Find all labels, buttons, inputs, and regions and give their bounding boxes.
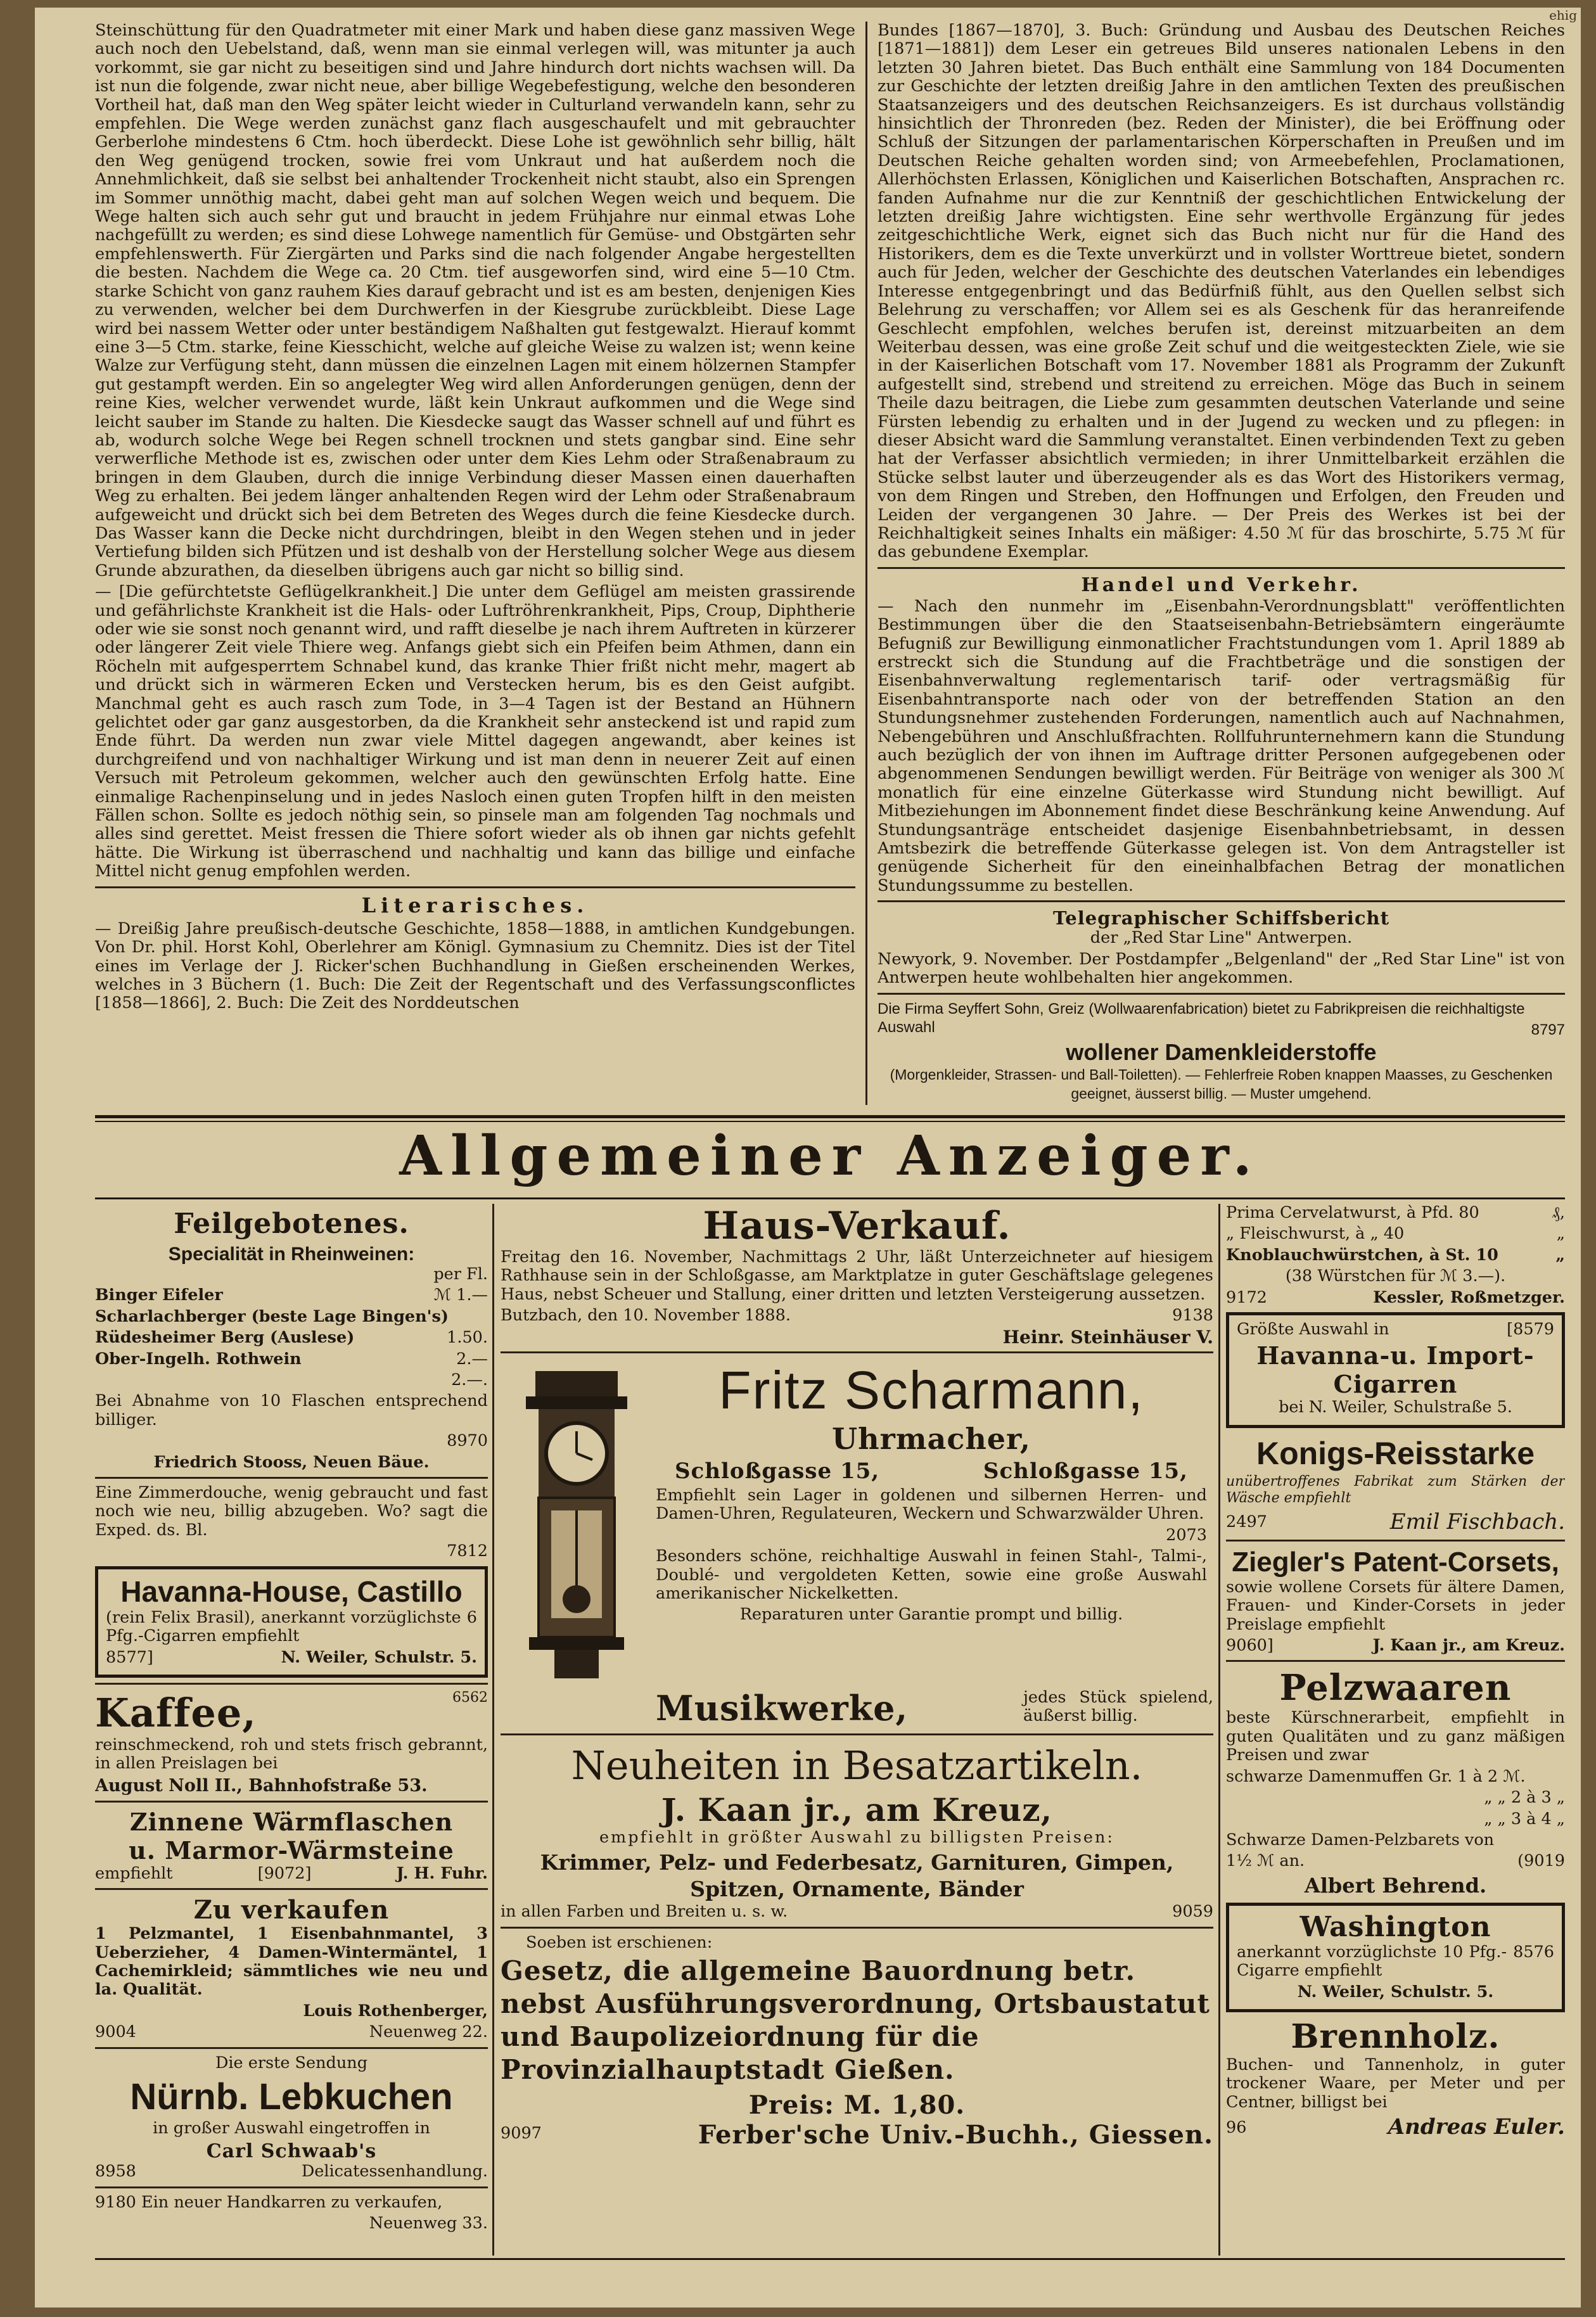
kaffee-text: reinschmeckend, roh und stets frisch gebrannt, in allen Preislagen bei	[95, 1735, 488, 1773]
pelzwaaren-title: Pelzwaaren	[1279, 1667, 1512, 1709]
pelzwaaren-line: Schwarze Damen-Pelzbarets von	[1226, 1830, 1495, 1849]
divider	[501, 1733, 1213, 1735]
top-right-column	[878, 22, 1565, 1105]
wines-title: Specialität in Rheinweinen:	[168, 1244, 415, 1265]
page-bottom-rule	[95, 2258, 1565, 2260]
washington-ad	[1226, 1903, 1565, 2012]
kaan-footer: in allen Farben und Breiten u. s. w. 9059	[501, 1902, 1213, 1922]
brennholz-text: Buchen- und Tannenholz, in guter trockener Waare, per Meter und per Centner, billigst bei	[1226, 2055, 1565, 2112]
seyffert-line1: Die Firma Seyffert Sohn, Greiz (Wollwaarenfabrication) bietet zu Fabrikpreisen die reichhaltigste Auswahl	[878, 1000, 1525, 1036]
seyffert-number: 8797	[1531, 1021, 1565, 1039]
wines-list	[95, 1286, 488, 1389]
wines-seller: Friedrich Stooss, Neuen Bäue.	[153, 1452, 430, 1472]
schiffsbericht-sub: der „Red Star Line" Antwerpen.	[1090, 928, 1353, 948]
divider	[95, 1683, 488, 1685]
lebkuchen-footer: 8958 Delicatessenhandlung.	[95, 2162, 488, 2181]
wurst-line: Prima Cervelatwurst, à Pfd. 80 ₰,	[1226, 1204, 1565, 1222]
clock-illustration	[501, 1365, 653, 1682]
havanna-house-title: Havanna-House, Castillo	[120, 1574, 463, 1608]
divider	[878, 567, 1565, 569]
havanna-house-ad	[95, 1566, 488, 1678]
seyffert-line2: (Morgenkleider, Strassen- und Ball-Toiletten). — Fehlerfreie Roben knappen Maasses, zu Geschenken geeignet, äusserst billig. — Muster umgehend.	[890, 1066, 1553, 1102]
masthead-rule-top	[95, 1115, 1565, 1122]
havanna-import-title-2: Cigarren	[1333, 1370, 1458, 1399]
scharmann-title: Fritz Scharmann,	[718, 1360, 1144, 1420]
gesetz-price: Preis: M. 1,80.	[748, 2090, 966, 2121]
kaffee-title: Kaffee,	[95, 1689, 257, 1736]
kaffee-title-row	[95, 1690, 488, 1736]
divider	[95, 2186, 488, 2188]
zimmer-ad: Eine Zimmerdouche, wenig gebraucht und fast noch wie neu, billig abzugeben. Wo? sagt die Exped. ds. Bl.	[95, 1483, 488, 1540]
divider	[501, 1351, 1213, 1353]
gesetz-number: 9097	[501, 2124, 542, 2143]
zimmer-number: 7812	[447, 1541, 488, 1561]
verkaufen-title: Zu verkaufen	[193, 1895, 390, 1925]
seyffert-headline: wollener Damenkleiderstoffe	[1066, 1039, 1377, 1066]
pelzwaaren-line: „ „ 2 à 3 „	[1484, 1788, 1565, 1808]
scharmann-text-2: Besonders schöne, reichhaltige Auswahl in feinen Stahl-, Talmi-, Doublé- und vergoldeten Ketten, sowie eine große Auswahl amerikanischer Nickelketten.	[656, 1547, 1207, 1604]
washington-title: Washington	[1299, 1910, 1491, 1943]
wege-article: Steinschüttung für den Quadratmeter mit einer Mark und haben diese ganz massiven Wege auch noch den Uebelstand, daß, wenn man sie einmal verlegen will, was mitunter ja auch vorkommt, sie gar nicht zu beseitigen sind und Jahre hindurch dort nichts wachsen will. Da ist nun die folgende, zwar nicht neue, aber billige Wegebefestigung, welche den besonderen Vortheil hat, daß man den Weg später leicht wieder in Culturland verwandeln kann, sehr zu empfehlen. Die Wege werden zunächst ganz flach ausgeschaufelt und mit gebrauchter Gerberlohe mindestens 6 Ctm. hoch überdeckt. Diese Lohe ist gewöhnlich sehr billig, hält den Weg genügend trocken, sowie frei vom Unkraut und hat außerdem noch die Annehmlichkeit, daß sie selbst bei anhaltender Trockenheit nicht staubt, also ein Sprengen im Sommer unnöthig macht, dabei geht man auf solchen Wegen weich und bequem. Die Wege halten sich auch sehr gut und braucht in jedem Frühjahre nur einmal etwas Lohe nachgefüllt zu werden; es sind diese Lohwege namentlich für Gemüse- und Obstgärten sehr empfehlenswerth. Für Ziergärten und Parks sind die nach folgender Angabe hergestellten die besten. Nachdem die Wege ca. 20 Ctm. tief ausgeworfen sind, wird eine 5—10 Ctm. starke Schicht von ganz rauhem Kies darauf gebracht und ist es am besten, denjenigen Kies zu verwenden, welcher bei dem Durchwerfen in der Kiesgrube zurückbleibt. Diese Lage wird bei nassem Wetter oder unter beständigem Naßhalten gut festgewalzt. Hierauf kommt eine 3—5 Ctm. starke, feine Kiesschicht, welche auf gleiche Weise zu walzen ist; wenn keine Walze zur Verfügung steht, dann müssen die einzelnen Lagen mit einem hölzernen Stampfer gut gestampft werden. Ein so angelegter Weg wird allen Anforderungen genügen, denn der reine Kies, welcher verwendet wurde, läßt kein Unkraut aufkommen und die Wege sind leicht sauber im Stande zu halten. Die Kiesdecke saugt das Wasser schnell auf und führt es ab, wodurch solche Wege bei Regen schnell trocknen und stets gangbar sind. Eine sehr verwerfliche Methode ist es, zwischen oder unter dem Kies Lehm oder Straßenabraum zu bringen in dem Glauben, durch die innige Verbindung dieser Massen einen dauerhaften Weg zu erhalten. Bei jedem länger anhaltenden Regen wird der Lehm oder Straßenabraum aufgeweicht und drückt sich bei dem Betreten des Weges durch die feine Kiesdecke durch. Das Wasser kann die Decke nicht durchdringen, bleibt in den Wegen stehen und in jeder Vertiefung bilden sich Pfützen und ist deshalb von der Herstellung solcher Wege aus diesem Grunde abzurathen, da dieselben übrigens auch gar nicht so billig sind.	[95, 22, 855, 580]
reisstarke-text: unübertroffenes Fabrikat zum Stärken der Wäsche empfiehlt	[1226, 1473, 1565, 1506]
wine-item: 2.—.	[451, 1370, 488, 1390]
neuheiten-title: Neuheiten in Besatzartikeln.	[571, 1742, 1143, 1789]
brennholz-title: Brennholz.	[1291, 2017, 1500, 2056]
havanna-import-title-1: Havanna-u. Import-	[1256, 1341, 1535, 1370]
wine-item: Scharlachberger (beste Lage Bingen's)	[95, 1306, 449, 1326]
handel-article: — Nach den nunmehr im „Eisenbahn-Verordnungsblatt" veröffentlichten Bestimmungen über die den Staatseisenbahn-Betriebsämtern eingeräumte Befugniß zur Bewilligung einmonatlicher Frachtstundungen vom 1. April 1889 ab erstreckt sich die Stundung auf die Frachtbeträge und die sonstigen der Eisenbahnverwaltung reglementarisch tarif- oder vertragsmäßig für Eisenbahntransporte nach oder von der betreffenden Station an den Stundungsnehmer zustehenden Forderungen, namentlich auch auf Nachnahmen, Nebengebühren und Anschlußfrachten. Rollfuhrunternehmern kann die Stundung auch bezüglich der von ihnen im Auftrage dritter Personen aufgegebenen oder abgenommenen Sendungen bewilligt werden. Für Beiträge von weniger als 300 ℳ monatlich für eine einzelne Güterkasse wird Stundung nicht bewilligt. Auf Mitbeziehungen im Abonnement findet diese Beschränkung keine Anwendung. Auf Stundungsanträge entscheidet dasjenige Eisenbahnbetriebsamt, in dessen Amtsbezirk die betreffende Güterkasse gelegen ist. Von dem Antragsteller ist genügende Sicherheit für den eineinhalbfachen Betrag der monatlichen Stundungssumme zu bestellen.	[878, 596, 1565, 895]
handkarren-addr: Neuenweg 33.	[369, 2214, 488, 2233]
musikwerke-title: Musikwerke,	[656, 1688, 909, 1729]
verkaufen-seller: Louis Rothenberger,	[303, 2001, 488, 2020]
handkarren-ad: 9180 Ein neuer Handkarren zu verkaufen,	[95, 2192, 443, 2212]
zinn-title-2: u. Marmor-Wärmsteine	[129, 1835, 454, 1865]
corner-label: ehig	[1549, 8, 1577, 23]
seyffert-ad	[878, 1000, 1565, 1104]
column-rule	[492, 1204, 494, 2256]
wine-item: Binger Eifeler ℳ 1.—	[95, 1286, 488, 1305]
gefluegel-article: — [Die gefürchtetste Geflügelkrankheit.] Die unter dem Geflügel am meisten grassirende und gefährlichste Krankheit ist die Hals- oder Luftröhrenkrankheit, Pips, Croup, Diphtherie oder wie sie sonst noch genannt wird, und rafft dieselbe je nach ihrem Auftreten in kürzerer oder längerer Zeit viele Thiere weg. Anfangs giebt sich ein Pfeifen beim Athmen, dann ein Röcheln mit aufgesperrtem Schnabel kund, das kranke Thier frißt nicht mehr, magert ab und drückt sich in wärmeren Ecken und Verstecken herum, bis es den Geist aufgibt. Manchmal geht es auch rasch zum Tode, in 3—4 Tagen ist der Bestand an Hühnern gelichtet oder gar ganz ausgestorben, da die Krankheit sehr ansteckend ist und rapid zum Ende führt. Da werden nun zwar viele Mittel dagegen angewandt, aber keines ist durchgreifend und von nachhaltiger Wirkung und ist man denn in neuerer Zeit auf einen Versuch mit Petroleum gekommen, welcher auch den gewünschten Erfolg hatte. Eine einmalige Rachenpinselung und in jedes Nasloch einen guten Tropfen hilft in den meisten Fällen schon. Sollte es jedoch nöthig sein, so pinsele man am folgenden Tag nochmals und alles sind gerettet. Meist fressen die Thiere sofort wieder als ob ihnen gar nichts gefehlt hätte. Die Wirkung ist überraschend und nachhaltig und kann das billige und einfache Mittel nicht genug empfohlen werden.	[95, 582, 855, 881]
zinn-footer: empfiehlt [9072] J. H. Fuhr.	[95, 1863, 488, 1883]
divider	[878, 993, 1565, 995]
scharmann-text-1: Empfiehlt sein Lager in goldenen und silbernen Herren- und Damen-Uhren, Regulateuren, Weckern und Schwarzwälder Uhren.	[656, 1486, 1207, 1524]
washington-seller: N. Weiler, Schulstr. 5.	[1297, 1982, 1494, 2001]
wine-item: Ober-Ingelh. Rothwein 2.—	[95, 1349, 488, 1369]
wine-item: Rüdesheimer Berg (Auslese) 1.50.	[95, 1328, 488, 1348]
washington-text-row: anerkannt vorzüglichste 10 Pfg.-Cigarre empfiehlt 8576	[1237, 1942, 1554, 1981]
scharmann-sub: Uhrmacher,	[832, 1422, 1031, 1457]
reisstarke-title: Konigs-Reisstarke	[1256, 1435, 1535, 1471]
musikwerke-ad	[501, 1688, 1213, 1728]
divider	[1226, 1540, 1565, 1541]
feilgebotenes-heading: Feilgebotenes.	[174, 1208, 409, 1240]
kaan-items: Krimmer, Pelz- und Federbesatz, Garnituren, Gimpen, Spitzen, Ornamente, Bänder	[540, 1850, 1174, 1902]
zinn-title-1: Zinnene Wärmflaschen	[129, 1807, 454, 1836]
haus-verkauf-title: Haus-Verkauf.	[703, 1204, 1011, 1248]
schiffsbericht-heading: Telegraphischer Schiffsbericht	[1053, 907, 1389, 929]
ziegler-text: sowie wollene Corsets für ältere Damen, Frauen- und Kinder-Corsets in jeder Preislage empfiehlt	[1226, 1577, 1565, 1634]
musikwerke-sub: jedes Stück spielend, äußerst billig.	[1023, 1687, 1213, 1726]
lebkuchen-seller: Carl Schwaab's	[206, 2140, 377, 2163]
handel-heading: Handel und Verkehr.	[1081, 573, 1362, 596]
gesetz-intro: Soeben ist erschienen:	[526, 1932, 713, 1952]
schiffsbericht-text: Newyork, 9. November. Der Postdampfer „Belgenland" der „Red Star Line" ist von Antwerpen heute wohlbehalten hier angekommen.	[878, 949, 1565, 988]
literarisches-article: — Dreißig Jahre preußisch-deutsche Geschichte, 1858—1888, in amtlichen Kundgebungen. Von Dr. phil. Horst Kohl, Oberlehrer am Königl. Gymnasium zu Chemnitz. Dies ist der Titel eines im Verlage der J. Ricker'schen Buchhandlung in Gießen erscheinenden Werkes, welches in 3 Büchern (1. Buch: Die Zeit der Regentschaft und des Verfassungsconflictes [1858—1866], 2. Buch: Die Zeit des Norddeutschen	[95, 919, 855, 1013]
scharmann-text-3: Reparaturen unter Garantie prompt und billig.	[739, 1605, 1123, 1624]
kaffee-seller: August Noll II., Bahnhofstraße 53.	[95, 1775, 428, 1796]
masthead-rule-bottom	[95, 1197, 1565, 1199]
lebkuchen-text: in großer Auswahl eingetroffen in	[153, 2118, 430, 2138]
masthead: Allgemeiner Anzeiger.	[399, 1124, 1261, 1188]
verkaufen-footer: 9004 Neuenweg 22.	[95, 2022, 488, 2042]
scharmann-number: 2073	[1166, 1525, 1207, 1545]
wurst-line: „ Fleischwurst, à „ 40 „	[1226, 1224, 1565, 1244]
scharmann-ad	[501, 1358, 1213, 1688]
column-rule	[1218, 1204, 1220, 2256]
left-ads-column	[95, 1204, 488, 2256]
newspaper-page	[35, 8, 1581, 2307]
wines-unit: per Fl.	[433, 1265, 488, 1284]
geschichte-article-cont: Bundes [1867—1870], 3. Buch: Gründung und Ausbau des Deutschen Reiches [1871—1881]) dem Leser ein getreues Bild unseres nationalen Lebens in den letzten 30 Jahren bietet. Das Buch enthält eine Sammlung von 184 Documenten zur Geschichte der letzten dreißig Jahre in den amtlichen Texten des preußischen Staatsanzeigers und des deutschen Reichsanzeigers. Es ist durchaus vollständig hinsichtlich der Thronreden (bez. Reden der Minister), die bei Eröffnung oder Schluß der Sitzungen der parlamentarischen Körperschaften in Preußen und im Deutschen Reiche gehalten worden sind; von Armeebefehlen, Proclamationen, Allerhöchsten Erlassen, Königlichen und Kaiserlichen Botschaften, Ansprachen rc. fanden Aufnahme nur die zur Kenntniß der geschichtlichen Entwickelung der letzten dreißig Jahre wichtigsten. Eine sehr werthvolle Ergänzung für jedes zeitgeschichtliche Werk, eignet sich das Buch nicht nur für die Hand des Historikers, dem es die Texte unverkürzt und in vollster Worttreue bietet, sondern auch für Jeden, welcher der Geschichte des deutschen Vaterlandes ein lebendiges Interesse entgegenbringt und das Bedürfniß fühlt, aus den Quellen selbst sich Belehrung zu verschaffen; vor Allem sei es als Geschenk für das heranreifende Geschlecht empfohlen, welches berufen ist, dereinst mitzuarbeiten an dem Weiterbau dessen, was eine große Zeit schuf und die weitgesteckten Ziele, wie sie in der Kaiserlichen Botschaft vom 17. November 1881 als Programm der Zukunft aufgestellt sind, strebend und streitend zu erreichen. Möge das Buch in seinem Theile dazu beitragen, die Liebe zum gesammten deutschen Vaterlande und seine Fürsten lebendig zu erhalten und in der Jugend zu wecken und zu pflegen: in dieser Absicht ward die Sammlung veranstaltet. Einen verbindenden Text zu geben hat der Verfasser absichtlich vermieden; in ihrer Unmittelbarkeit erzählen die Stücke selbst lauter und überzeugender als es das Wort des Historikers vermag, von dem Ringen und Streben, den Hoffnungen und Erfolgen, den Freuden und Leiden der vergangenen 30 Jahre. — Der Preis des Werkes ist bei der Reichhaltigkeit seines Inhalts ein mäßiger: 4.50 ℳ für das broschirte, 5.75 ℳ für das gebundene Exemplar.	[878, 22, 1565, 562]
divider	[95, 2047, 488, 2049]
reisstarke-footer: 2497 Emil Fischbach.	[1226, 1509, 1565, 1535]
wines-number: 8970	[447, 1431, 488, 1451]
havanna-import-seller: bei N. Weiler, Schulstraße 5.	[1279, 1398, 1512, 1417]
wurst-ad	[1226, 1204, 1565, 1307]
pelzwaaren-price-row: 1½ ℳ an. (9019	[1226, 1851, 1565, 1871]
kaan-sub: empfiehlt in größter Auswahl zu billigsten Preisen:	[599, 1828, 1115, 1848]
havanna-house-text: (rein Felix Brasil), anerkannt vorzüglichste 6 Pfg.-Cigarren empfiehlt	[106, 1607, 477, 1646]
wurst-line: Knoblauchwürstchen, à St. 10 „	[1226, 1245, 1565, 1265]
kaffee-number: 6562	[452, 1689, 488, 1706]
divider	[95, 886, 855, 888]
ziegler-footer: 9060] J. Kaan jr., am Kreuz.	[1226, 1636, 1565, 1656]
wurst-footer: 9172 Kessler, Roßmetzger.	[1226, 1287, 1565, 1307]
divider	[95, 1477, 488, 1479]
haus-verkauf-seller: Heinr. Steinhäuser V.	[1002, 1326, 1213, 1348]
haus-verkauf-text: Freitag den 16. November, Nachmittags 2 Uhr, läßt Unterzeichneter auf hiesigem Rathhause sein in der Schloßgasse, am Marktplatze in guter Geschäftslage gelegenes Haus, nebst Scheuer und Stallung, einer dritten und letzten Versteigerung aussetzen.	[501, 1248, 1213, 1304]
scharmann-address: Schloßgasse 15, Schloßgasse 15,	[675, 1458, 1188, 1484]
divider	[95, 1888, 488, 1890]
pelzwaaren-line: „ „ 3 à 4 „	[1484, 1809, 1565, 1829]
divider	[1226, 1660, 1565, 1662]
ziegler-title: Ziegler's Patent-Corsets,	[1232, 1546, 1559, 1578]
lebkuchen-title: Nürnb. Lebkuchen	[130, 2076, 453, 2117]
right-ads-column	[1226, 1204, 1565, 2256]
havanna-import-ad	[1226, 1312, 1565, 1428]
divider	[95, 1801, 488, 1803]
havanna-house-footer: 8577] N. Weiler, Schulstr. 5.	[106, 1647, 477, 1667]
middle-ads-column	[501, 1204, 1213, 2256]
pelzwaaren-seller: Albert Behrend.	[1304, 1873, 1487, 1898]
haus-verkauf-date-row: Butzbach, den 10. November 1888. 9138	[501, 1306, 1213, 1325]
top-left-column	[95, 22, 855, 1105]
wurst-line: (38 Würstchen für ℳ 3.—).	[1285, 1267, 1506, 1286]
lebkuchen-intro: Die erste Sendung	[215, 2053, 368, 2072]
kaan-title: J. Kaan jr., am Kreuz,	[661, 1791, 1053, 1829]
pelzwaaren-text: beste Kürschnerarbeit, empfiehlt in guten Qualitäten und zu ganz mäßigen Preisen und zwar	[1226, 1708, 1565, 1765]
gesetz-title: Gesetz, die allgemeine Bauordnung betr. nebst Ausführungsverordnung, Ortsbaustatut und Baupolizeiordnung für die Provinzialhauptstadt Gießen.	[501, 1955, 1210, 2086]
verkaufen-text: 1 Pelzmantel, 1 Eisenbahnmantel, 3 Ueberzieher, 4 Damen-Wintermäntel, 1 Cachemirkleid; sämmtliches wie neu und la. Qualität.	[95, 1924, 488, 2000]
literarisches-heading: Literarisches.	[361, 893, 589, 917]
gesetz-seller: Ferber'sche Univ.-Buchh., Giessen.	[698, 2120, 1213, 2150]
brennholz-footer: 96 Andreas Euler.	[1226, 2114, 1565, 2140]
wines-note: Bei Abnahme von 10 Flaschen entsprechend billiger.	[95, 1391, 488, 1429]
divider	[878, 900, 1565, 902]
gesetz-footer	[501, 2120, 1213, 2150]
column-rule	[865, 22, 867, 1105]
divider	[501, 1927, 1213, 1929]
havanna-import-intro: Größte Auswahl in [8579	[1237, 1320, 1554, 1339]
pelzwaaren-line: schwarze Damenmuffen Gr. 1 à 2 ℳ.	[1226, 1766, 1526, 1786]
